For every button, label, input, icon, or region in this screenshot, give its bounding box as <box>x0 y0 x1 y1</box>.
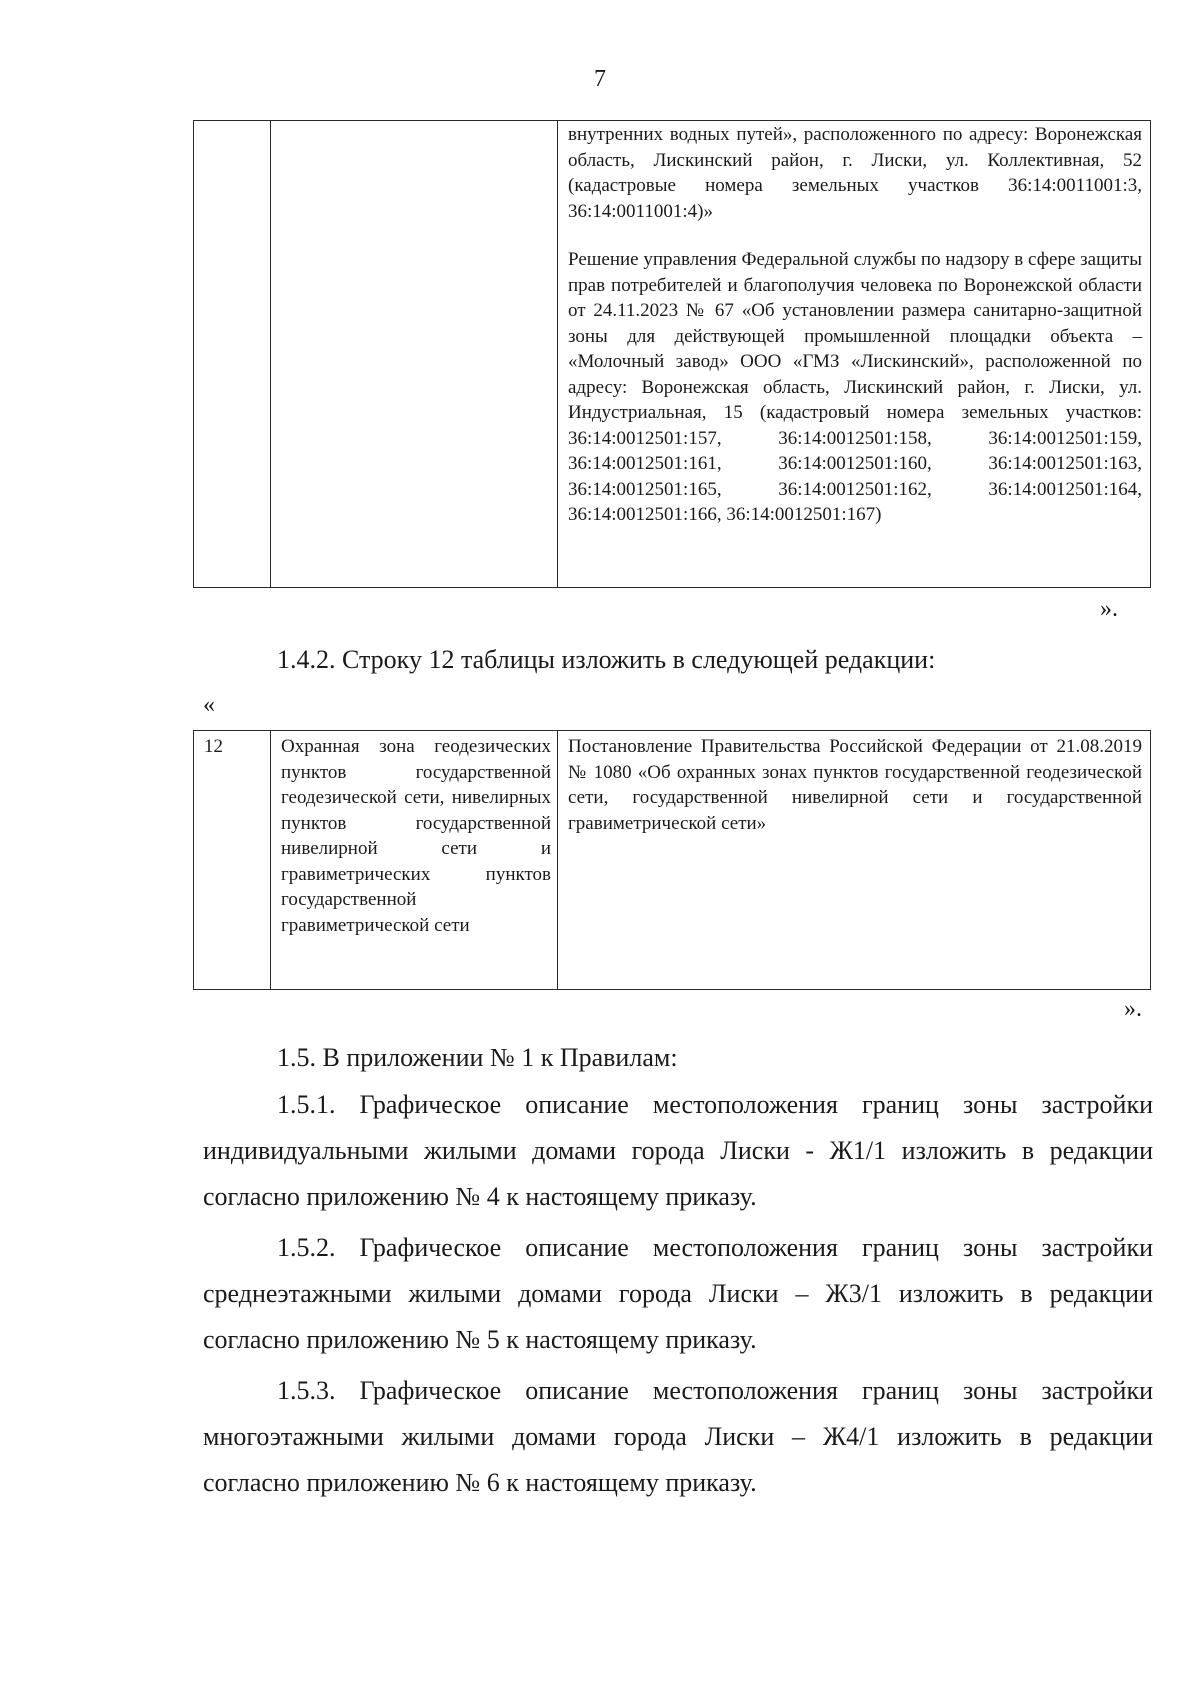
table-cell-basis <box>558 121 1151 588</box>
section-1-4-2: 1.4.2. Строку 12 таблицы изложить в следующей редакции: <box>277 645 936 674</box>
zone-basis: Постановление Правительства Российской Федерации от 21.08.2019 № 1080 «Об охранных зонах пунктов государственной геодезической сети, государственной нивелирной сети и государственной гравиметрической сети» <box>568 736 1142 834</box>
section-1-5-1: 1.5.1. Графическое описание местоположения границ зоны застройки индивидуальными жилыми домами города Лиски - Ж1/1 изложить в редакции согласно приложению № 4 к настоящему приказу. <box>203 1090 1153 1211</box>
zone-name: Охранная зона геодезических пунктов государственной геодезической сети, нивелирных пунктов государственной нивелирной сети и гравиметрических пунктов государственной гравиметрической сети <box>281 736 551 936</box>
basis-text-2: Решение управления Федеральной службы по надзору в сфере защиты прав потребителей и благополучия человека по Воронежской области от 24.11.2023 № 67 «Об установлении размера санитарно-защитной зоны для действующей промышленной площадки объекта – «Молочный завод» ООО «ГМЗ «Лискинский», расположенной по адресу: Воронежская область, Лискинский район, г. Лиски, ул. Индустриальная, 15 (кадастровый номера земельных участков: 36:14:0012501:157, 36:14:0012501:158, 36:14:0012501:159, 36:14:0012501:161, 36:14:0012501:160, 36:14:0012501:163, 36:14:0012501:165, 36:14:0012501:162, 36:14:0012501:164, 36:14:0012501:166, 36:14:0012501:167) <box>568 249 1142 525</box>
table-cell-basis <box>558 731 1151 990</box>
table-cell-zone <box>271 731 558 990</box>
basis-text-1: внутренних водных путей», расположенного по адресу: Воронежская область, Лискинский район, г. Лиски, ул. Коллективная, 52 (кадастровые номера земельных участков 36:14:0011001:3, 36:14:0011001:4)» <box>568 124 1142 222</box>
table-row-12 <box>193 730 1151 990</box>
table-row <box>194 731 1151 990</box>
page-number: 7 <box>594 66 606 92</box>
section-1-5-3: 1.5.3. Графическое описание местоположения границ зоны застройки многоэтажными жилыми домами города Лиски – Ж4/1 изложить в редакции согласно приложению № 6 к настоящему приказу. <box>203 1376 1153 1497</box>
table-cell-zone <box>271 121 558 588</box>
closing-quote: ». <box>1100 596 1118 622</box>
section-1-5: 1.5. В приложении № 1 к Правилам: <box>277 1043 678 1072</box>
table-cell-number <box>194 121 271 588</box>
row-number: 12 <box>204 736 223 757</box>
section-1-5-2: 1.5.2. Графическое описание местоположения границ зоны застройки среднеэтажными жилыми домами города Лиски – Ж3/1 изложить в редакции согласно приложению № 5 к настоящему приказу. <box>203 1233 1153 1354</box>
table-continuation <box>193 120 1151 588</box>
opening-quote: « <box>203 692 215 718</box>
table-row <box>194 121 1151 588</box>
table-cell-number <box>194 731 271 990</box>
closing-quote: ». <box>1124 996 1142 1022</box>
